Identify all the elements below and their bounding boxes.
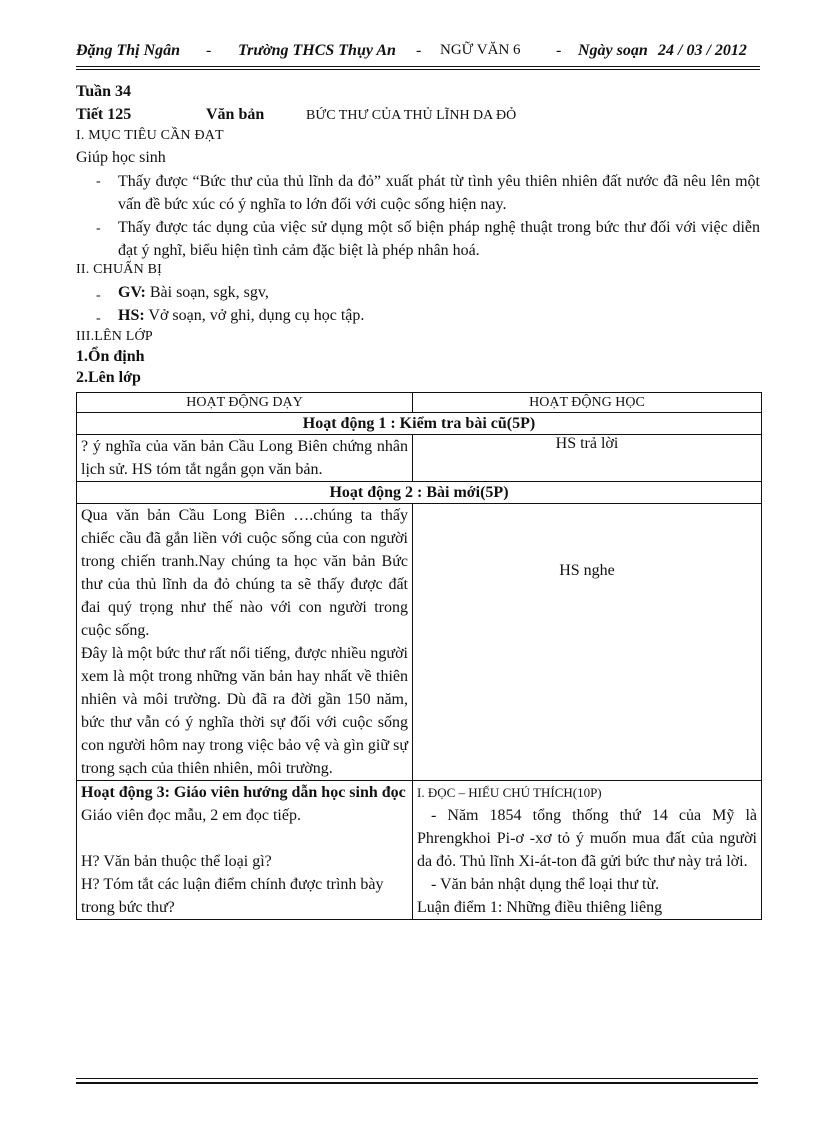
activity3-teacher-line: H? Văn bản thuộc thể loại gì? — [81, 853, 272, 870]
header-separator: - — [416, 42, 422, 59]
lesson-number: Tiết 125 — [76, 106, 132, 123]
col-header-student: HOẠT ĐỘNG HỌC — [413, 393, 762, 413]
activity3-student-cell — [413, 781, 762, 920]
prep-hs-label: HS: — [118, 307, 145, 324]
bullet-mark: - — [96, 221, 101, 236]
objectives-heading: I. MỤC TIÊU CẦN ĐẠT — [76, 128, 224, 143]
activity2-title: Hoạt động 2 : Bài mới(5P) — [77, 482, 762, 504]
activity2-student: HS nghe — [413, 504, 762, 781]
col-header-teacher: HOẠT ĐỘNG DẠY — [77, 393, 413, 413]
header-rule — [76, 69, 760, 70]
activity1-teacher: ? ý nghĩa của văn bản Cầu Long Biên chứng nhân lịch sử. HS tóm tắt ngắn gọn văn bản. — [77, 435, 413, 482]
preparation-heading: II. CHUẨN BỊ — [76, 262, 163, 277]
header-date-value: 24 / 03 / 2012 — [658, 42, 747, 59]
activity3-student-line: Luận điểm 1: Những điều thiêng liêng — [417, 899, 663, 916]
activity2-teacher-paragraph: Đây là một bức thư rất nổi tiếng, được nhiều người xem là một trong những văn bản hay nhất về thiên nhiên và môi trường. Dù đã ra đời gần 150 năm, bức thư vẫn có ý nghĩa thời sự đối với cuộc sống con người hôm nay trong việc bảo vệ và gìn giữ sự trong sạch của thiên nhiên, môi trường. — [81, 645, 408, 777]
page-header — [76, 40, 760, 64]
activity3-title: Hoạt động 3: Giáo viên hướng dẫn học sinh đọc — [81, 784, 406, 801]
activity3-student-heading: I. ĐỌC – HIỂU CHÚ THÍCH(10P) — [417, 785, 602, 800]
activity2-teacher-cell — [77, 504, 413, 781]
table-row — [77, 504, 762, 781]
header-school: Trường THCS Thụy An — [238, 42, 396, 59]
bullet-mark: - — [96, 311, 101, 326]
prep-hs-text: Vở soạn, vở ghi, dụng cụ học tập. — [148, 307, 365, 324]
table-row — [77, 781, 762, 920]
table-header-row — [77, 393, 762, 413]
step-2: 2.Lên lớp — [76, 369, 141, 386]
objectives-intro: Giúp học sinh — [76, 149, 166, 166]
bullet-mark: - — [96, 288, 101, 303]
activity-title-row — [77, 482, 762, 504]
footer-rule — [76, 1082, 758, 1084]
lesson-type: Văn bản — [206, 106, 265, 123]
activity3-student-line: - Năm 1854 tổng thống thứ 14 của Mỹ là Phrengkhoi Pi-ơ -xơ tỏ ý muốn mua đất của người da đỏ. Thủ lĩnh Xi-át-ton đã gửi bức thư này trả lời. — [417, 807, 757, 870]
activity3-student-line: - Văn bản nhật dụng thể loại thư từ. — [431, 876, 660, 893]
week-label: Tuần 34 — [76, 83, 131, 100]
activity3-teacher-line: H? Tóm tắt các luận điểm chính được trình bày trong bức thư? — [81, 876, 384, 916]
step-1: 1.Ổn định — [76, 348, 145, 365]
objective-item: Thấy được tác dụng của việc sử dụng một số biện pháp nghệ thuật trong bức thư đối với việc diễn đạt ý nghĩ, biểu hiện tình cảm đặc biệt là phép nhân hoá. — [118, 219, 760, 259]
class-steps-heading: III.LÊN LỚP — [76, 329, 153, 344]
footer-rule — [76, 1078, 758, 1079]
spacer — [81, 827, 408, 850]
activity-title-row — [77, 413, 762, 435]
lesson-title: BỨC THƯ CỦA THỦ LĨNH DA ĐỎ — [306, 108, 517, 123]
activity1-student: HS trả lời — [413, 435, 762, 482]
header-subject: NGỮ VĂN 6 — [440, 42, 521, 58]
header-author: Đặng Thị Ngân — [76, 42, 181, 59]
prep-gv-label: GV: — [118, 284, 146, 301]
prep-gv — [118, 284, 269, 302]
prep-gv-text: Bài soạn, sgk, sgv, — [149, 284, 269, 301]
header-date-label: Ngày soạn — [578, 42, 648, 59]
bullet-mark: - — [96, 174, 101, 189]
activity3-teacher-line: Giáo viên đọc mẫu, 2 em đọc tiếp. — [81, 807, 301, 824]
lesson-plan-table — [76, 392, 762, 920]
activity2-teacher-paragraph: Qua văn bản Cầu Long Biên ….chúng ta thấy chiếc cầu đã gắn liền với cuộc sống của con người trong chiến tranh.Nay chúng ta học văn bản Bức thư của thủ lĩnh da đỏ chúng ta sẽ thấy được đất đai quý trọng như thế nào với con người trong cuộc sống. — [81, 507, 408, 639]
header-rule — [76, 66, 760, 67]
table-row — [77, 435, 762, 482]
header-separator: - — [556, 42, 562, 59]
activity3-teacher-cell — [77, 781, 413, 920]
header-separator: - — [206, 42, 212, 59]
activity1-title: Hoạt động 1 : Kiểm tra bài cũ(5P) — [77, 413, 762, 435]
objective-item: Thấy được “Bức thư của thủ lĩnh da đỏ” xuất phát từ tình yêu thiên nhiên đất nước đã nêu lên một vấn đề bức xúc có ý nghĩa to lớn đối với cuộc sống hiện nay. — [118, 173, 760, 213]
prep-hs — [118, 307, 364, 325]
